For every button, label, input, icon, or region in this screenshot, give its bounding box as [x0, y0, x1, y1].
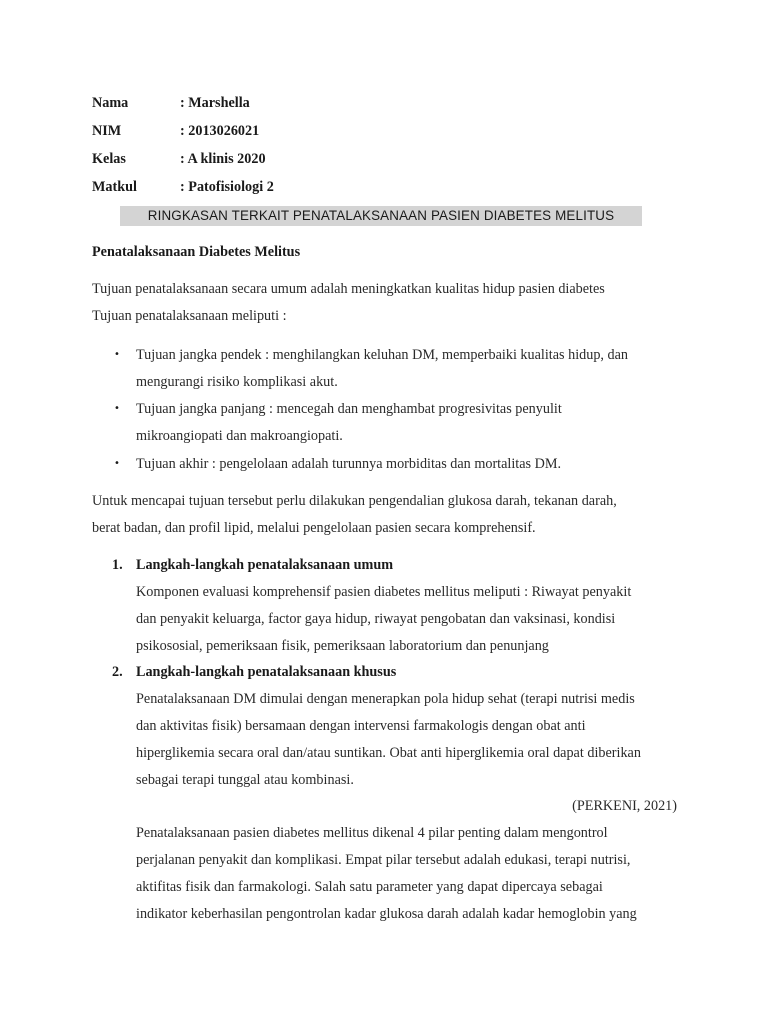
pillar-paragraph-line-2: perjalanan penyakit dan komplikasi. Empat pilar tersebut adalah edukasi, terapi nutrisi, [136, 852, 631, 868]
step-2-line-1: Penatalaksanaan DM dimulai dengan menerapkan pola hidup sehat (terapi nutrisi medis [136, 691, 635, 707]
bullet-short-term-line-1: Tujuan jangka pendek : menghilangkan keluhan DM, memperbaiki kualitas hidup, dan [136, 347, 628, 363]
identity-label-nim: NIM [92, 123, 122, 139]
step-1-line-3: psikososial, pemeriksaan fisik, pemeriksaan laboratorium dan penunjang [136, 638, 549, 654]
pillar-paragraph-line-1: Penatalaksanaan pasien diabetes mellitus dikenal 4 pilar penting dalam mengontrol [136, 825, 608, 841]
identity-value-name: : Marshella [180, 95, 250, 111]
identity-label-class: Kelas [92, 151, 126, 167]
bullet-marker: • [114, 458, 120, 469]
identity-value-nim: : 2013026021 [180, 123, 260, 139]
intro-line-2: Tujuan penatalaksanaan meliputi : [92, 308, 287, 324]
step-1-heading: Langkah-langkah penatalaksanaan umum [136, 557, 394, 573]
document-title-highlight [120, 206, 642, 226]
step-2-heading: Langkah-langkah penatalaksanaan khusus [136, 664, 397, 680]
pillar-paragraph-line-3: aktifitas fisik dan farmakologi. Salah satu parameter yang dapat dipercaya sebagai [136, 879, 603, 895]
pillar-paragraph-line-4: indikator keberhasilan pengontrolan kadar glukosa darah adalah kadar hemoglobin yang [136, 906, 637, 922]
bullet-marker: • [114, 349, 120, 360]
control-paragraph-line-1: Untuk mencapai tujuan tersebut perlu dilakukan pengendalian glukosa darah, tekanan darah, [92, 493, 617, 509]
step-2-line-4: sebagai terapi tunggal atau kombinasi. [136, 772, 354, 788]
identity-value-course: : Patofisiologi 2 [180, 179, 274, 195]
step-2-line-2: dan aktivitas fisik) bersamaan dengan intervensi farmakologis dengan obat anti [136, 718, 586, 734]
bullet-final-goal: Tujuan akhir : pengelolaan adalah turunnya morbiditas dan mortalitas DM. [136, 456, 562, 472]
section-heading: Penatalaksanaan Diabetes Melitus [92, 244, 301, 260]
identity-label-name: Nama [92, 95, 129, 111]
bullet-long-term-line-1: Tujuan jangka panjang : mencegah dan menghambat progresivitas penyulit [136, 401, 562, 417]
bullet-short-term-line-2: mengurangi risiko komplikasi akut. [136, 374, 338, 390]
step-1-line-1: Komponen evaluasi komprehensif pasien diabetes mellitus meliputi : Riwayat penyakit [136, 584, 632, 600]
citation: (PERKENI, 2021) [572, 798, 677, 814]
document-title: RINGKASAN TERKAIT PENATALAKSANAAN PASIEN DIABETES MELITUS [147, 208, 615, 223]
identity-value-class: : A klinis 2020 [180, 151, 266, 167]
step-2-number: 2. [112, 664, 123, 680]
bullet-long-term-line-2: mikroangiopati dan makroangiopati. [136, 428, 343, 444]
step-1-line-2: dan penyakit keluarga, factor gaya hidup, riwayat pengobatan dan vaksinasi, kondisi [136, 611, 616, 627]
identity-label-course: Matkul [92, 179, 137, 195]
step-1-number: 1. [112, 557, 123, 573]
intro-line-1: Tujuan penatalaksanaan secara umum adalah meningkatkan kualitas hidup pasien diabetes [92, 281, 605, 297]
step-2-line-3: hiperglikemia secara oral dan/atau suntikan. Obat anti hiperglikemia oral dapat diberikan [136, 745, 641, 761]
control-paragraph-line-2: berat badan, dan profil lipid, melalui pengelolaan pasien secara komprehensif. [92, 520, 536, 536]
bullet-marker: • [114, 403, 120, 414]
